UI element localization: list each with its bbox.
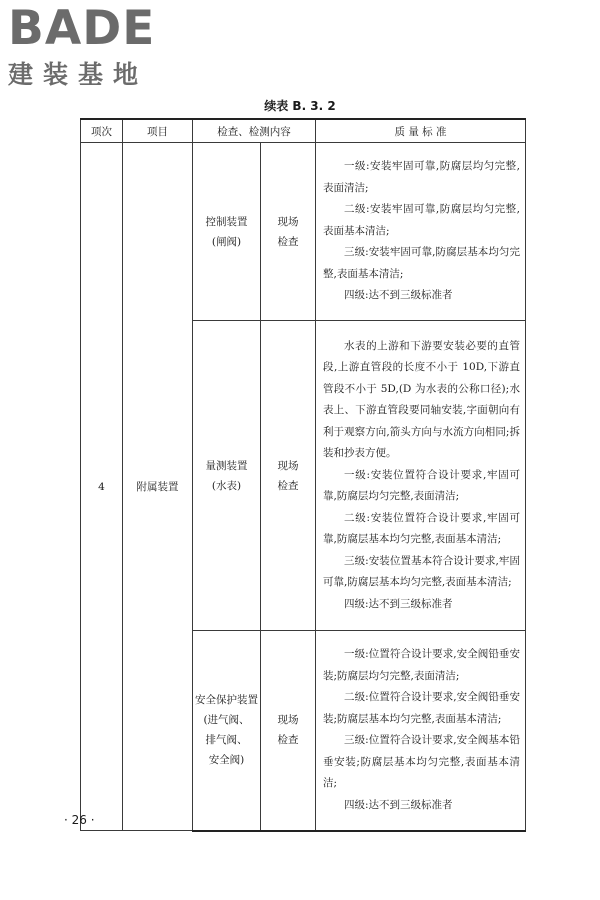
standard-cell [316, 143, 526, 321]
standard-text: 三级:位置符合设计要求,安全阀基本铅垂安装;防腐层基本均匀完整,表面基本清洁; [323, 734, 520, 790]
standard-text: 三级:安装位置基本符合设计要求,牢固可靠,防腐层基本均匀完整,表面基本清洁; [323, 554, 520, 589]
content-line: (闸阀) [211, 235, 242, 248]
content-line: 排气阀、 [205, 734, 248, 747]
method-line: 检查 [277, 734, 299, 747]
standard-text: 水表的上游和下游要安装必要的直管段,上游直管段的长度不小于 10D,下游直管段不小于 5D,(D 为水表的公称口径);水表上、下游直管段要同轴安装,字面朝向有利于观察方向,箭头方向与水流方向相同;拆装和抄表方便。 [323, 339, 520, 460]
standard-text: 四级:达不到三级标准者 [344, 597, 453, 610]
standard-text: 四级:达不到三级标准者 [344, 798, 453, 811]
item-cell: 附属装置 [123, 143, 193, 831]
table-caption: 续表 B. 3. 2 [264, 99, 336, 113]
standard-text: 三级:安装牢固可靠,防腐层基本均匀完整,表面基本清洁; [323, 246, 520, 280]
content-line: 量测装置 [205, 459, 248, 472]
standard-text: 一级:位置符合设计要求,安全阀铅垂安装;防腐层均匀完整,表面清洁; [323, 648, 520, 682]
standard-cell [316, 631, 526, 831]
method-line: 现场 [277, 714, 299, 727]
standard-cell [316, 321, 526, 631]
method-line: 现场 [277, 215, 299, 228]
standard-text: 一级:安装牢固可靠,防腐层均匀完整,表面清洁; [323, 160, 520, 194]
method-cell [261, 143, 316, 321]
standard-text: 一级:安装位置符合设计要求,牢固可靠,防腐层均匀完整,表面清洁; [323, 468, 520, 503]
logo-subtitle: 建装基地 [8, 60, 149, 89]
header-standard: 质 量 标 准 [316, 119, 526, 143]
content-line: 安全阀) [208, 754, 245, 767]
table-row [81, 143, 526, 321]
method-line: 检查 [277, 479, 299, 492]
content-cell [193, 631, 261, 831]
standard-text: 二级:位置符合设计要求,安全阀铅垂安装;防腐层基本均匀完整,表面基本清洁; [323, 691, 520, 725]
method-cell [261, 321, 316, 631]
header-item: 项目 [123, 119, 193, 143]
method-line: 检查 [277, 235, 299, 248]
method-line: 现场 [277, 459, 299, 472]
table-header-row [81, 119, 526, 143]
content-line: (进气阀、 [203, 714, 250, 727]
standard-text: 二级:安装位置符合设计要求,牢固可靠,防腐层基本均匀完整,表面基本清洁; [323, 511, 520, 546]
method-cell [261, 631, 316, 831]
standard-text: 二级:安装牢固可靠,防腐层均匀完整,表面基本清洁; [323, 203, 520, 237]
content-line: 控制装置 [205, 215, 248, 228]
quality-standard-table [80, 118, 526, 832]
bade-logo [8, 1, 183, 94]
logo-wordmark: BADE [8, 1, 156, 56]
header-item-no: 项次 [81, 119, 123, 143]
content-line: 安全保护装置 [195, 694, 258, 707]
content-line: (水表) [211, 479, 242, 492]
item-no-cell: 4 [81, 143, 123, 831]
content-cell [193, 143, 261, 321]
standard-text: 四级:达不到三级标准者 [344, 289, 453, 302]
content-cell [193, 321, 261, 631]
header-inspection: 检查、检测内容 [193, 119, 316, 143]
page-number: · 26 · [64, 813, 95, 827]
